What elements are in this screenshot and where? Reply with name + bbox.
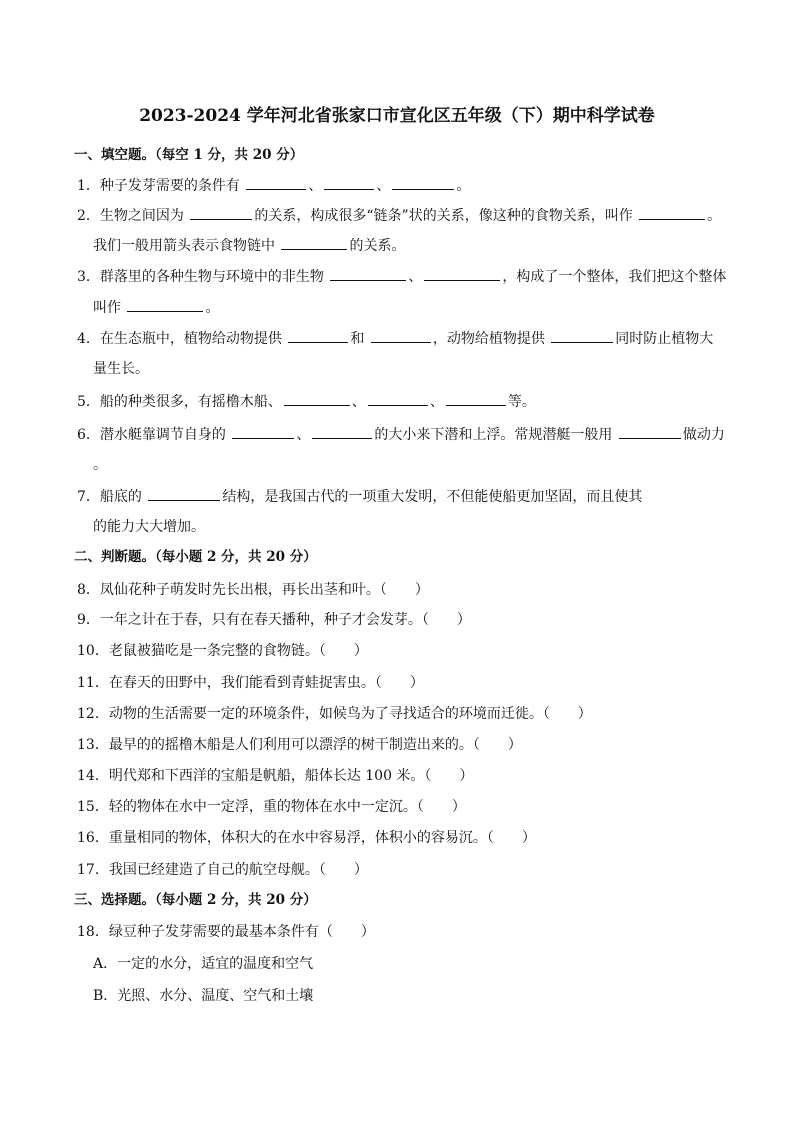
question-18: 18．绿豆种子发芽需要的最基本条件有（ ） <box>77 924 375 940</box>
question-7-text: 7．船底的 <box>77 489 142 505</box>
question-5-text: 5．船的种类很多，有摇橹木船、 <box>77 394 282 410</box>
question-3: 3．群落里的各种生物与环境中的非生物 、 ，构成了一个整体，我们把这个整体 <box>77 266 726 287</box>
question-13: 13．最早的的摇橹木船是人们利用可以漂浮的树干制造出来的。（ ） <box>77 737 522 753</box>
question-1: 1．种子发芽需要的条件有 、 、 。 <box>77 175 470 196</box>
answer-blank[interactable] <box>232 424 294 439</box>
question-7-continued: 的能力大大增加。 <box>93 519 205 535</box>
answer-blank[interactable] <box>619 424 681 439</box>
question-1-text: 1．种子发芽需要的条件有 <box>77 178 240 194</box>
question-5: 5．船的种类很多，有摇橹木船、 、 、 等。 <box>77 391 536 412</box>
section-fill-blank-heading: 一、填空题。（每空 1 分，共 20 分） <box>74 147 304 163</box>
question-2: 2．生物之间因为 的关系，构成很多“链条”状的关系，像这种的食物关系，叫作 。 <box>77 205 721 226</box>
question-17: 17．我国已经建造了自己的航空母舰。（ ） <box>77 862 368 878</box>
answer-blank[interactable] <box>246 175 306 190</box>
question-3-continued: 叫作 。 <box>93 297 219 318</box>
answer-blank[interactable] <box>368 391 428 406</box>
question-8: 8．凤仙花种子萌发时先长出根，再长出茎和叶。（ ） <box>77 582 429 598</box>
question-6-text: 6．潜水艇靠调节自身的 <box>77 427 226 443</box>
answer-blank[interactable] <box>127 297 203 312</box>
answer-blank[interactable] <box>288 328 348 343</box>
question-12: 12．动物的生活需要一定的环境条件，如候鸟为了寻找适合的环境而迁徙。（ ） <box>77 706 592 722</box>
question-9: 9．一年之计在于春，只有在春天播种，种子才会发芽。（ ） <box>77 612 471 628</box>
question-2-text: 2．生物之间因为 <box>77 208 184 224</box>
question-7: 7．船底的 结构，是我国古代的一项重大发明，不但能使船更加坚固，而且使其 <box>77 486 642 507</box>
answer-blank[interactable] <box>330 266 406 281</box>
option-a[interactable]: A．一定的水分，适宜的温度和空气 <box>93 956 314 972</box>
answer-blank[interactable] <box>148 486 220 501</box>
section-multiple-choice-heading: 三、选择题。（每小题 2 分，共 20 分） <box>74 892 317 908</box>
exam-title: 2023-2024 学年河北省张家口市宣化区五年级（下）期中科学试卷 <box>139 106 655 126</box>
question-6: 6．潜水艇靠调节自身的 、 的大小来下潜和上浮。常规潜艇一般用 做动力 <box>77 424 725 445</box>
question-16: 16．重量相同的物体，体积大的在水中容易浮，体积小的容易沉。（ ） <box>77 830 536 846</box>
question-10: 10．老鼠被猫吃是一条完整的食物链。（ ） <box>77 643 368 659</box>
question-15: 15．轻的物体在水中一定浮，重的物体在水中一定沉。（ ） <box>77 799 466 815</box>
option-b[interactable]: B．光照、水分、温度、空气和土壤 <box>93 988 314 1004</box>
question-4-continued: 量生长。 <box>93 361 149 377</box>
answer-blank[interactable] <box>324 175 374 190</box>
answer-blank[interactable] <box>551 328 613 343</box>
section-true-false-heading: 二、判断题。（每小题 2 分，共 20 分） <box>74 549 317 565</box>
answer-blank[interactable] <box>371 328 431 343</box>
question-3-text: 3．群落里的各种生物与环境中的非生物 <box>77 269 324 285</box>
question-11: 11．在春天的田野中，我们能看到青蛙捉害虫。（ ） <box>77 675 424 691</box>
answer-blank[interactable] <box>190 205 252 220</box>
question-4-text: 4．在生态瓶中，植物给动物提供 <box>77 331 282 347</box>
question-2-continued: 我们一般用箭头表示食物链中 的关系。 <box>93 235 405 256</box>
question-14: 14．明代郑和下西洋的宝船是帆船，船体长达 100 米。（ ） <box>77 768 474 784</box>
answer-blank[interactable] <box>312 424 372 439</box>
answer-blank[interactable] <box>392 175 454 190</box>
answer-blank[interactable] <box>446 391 506 406</box>
question-6-continued: 。 <box>93 457 107 473</box>
answer-blank[interactable] <box>281 235 347 250</box>
question-4: 4．在生态瓶中，植物给动物提供 和 ，动物给植物提供 同时防止植物大 <box>77 328 713 349</box>
answer-blank[interactable] <box>424 266 500 281</box>
answer-blank[interactable] <box>639 205 705 220</box>
answer-blank[interactable] <box>284 391 350 406</box>
